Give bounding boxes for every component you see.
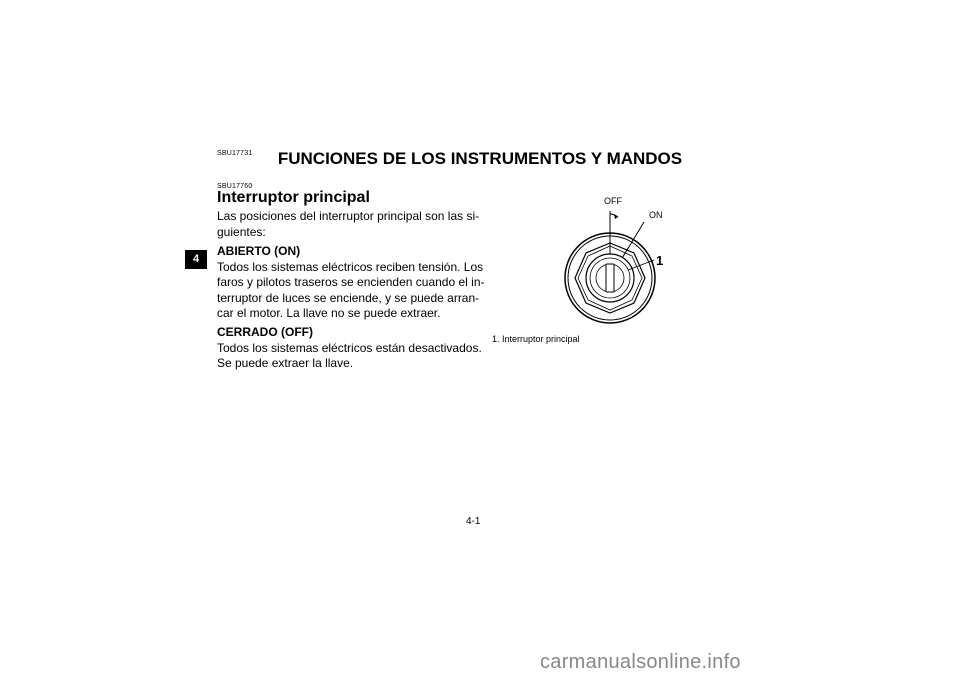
on-paragraph [217,244,485,322]
chapter-code: SBU17731 [217,150,253,157]
intro-line: Las posiciones del interruptor principal son las si- [217,209,480,223]
off-term: CERRADO (OFF) [217,325,313,339]
intro-line: guientes: [217,224,266,239]
page-number: 4-1 [466,516,481,527]
off-paragraph [217,325,482,372]
section-title: Interruptor principal [217,189,370,206]
on-position-label: ON [649,210,663,220]
chapter-title: FUNCIONES DE LOS INSTRUMENTOS Y MANDOS [277,149,683,168]
on-line: faros y pilotos traseros se encienden cuando el in- [217,275,485,289]
key-slot-icon [606,264,614,292]
on-term: ABIERTO (ON) [217,244,301,258]
on-line: car el motor. La llave no se puede extraer. [217,306,441,320]
on-line: Todos los sistemas eléctricos reciben tensión. Los [217,259,484,274]
off-line: Todos los sistemas eléctricos están desactivados. [217,340,482,355]
section-code: SBU17760 [217,183,253,190]
off-line: Se puede extraer la llave. [217,356,354,370]
figure-caption: 1. Interruptor principal [492,334,580,344]
on-line: terruptor de luces se enciende, y se puede arran- [217,290,480,305]
intro-paragraph [217,209,480,240]
off-position-label: OFF [604,196,622,206]
main-switch-illustration [540,190,710,335]
chapter-tab: 4 [185,250,207,269]
callout-number: 1 [656,253,664,268]
watermark: carmanualsonline.info [540,651,741,673]
